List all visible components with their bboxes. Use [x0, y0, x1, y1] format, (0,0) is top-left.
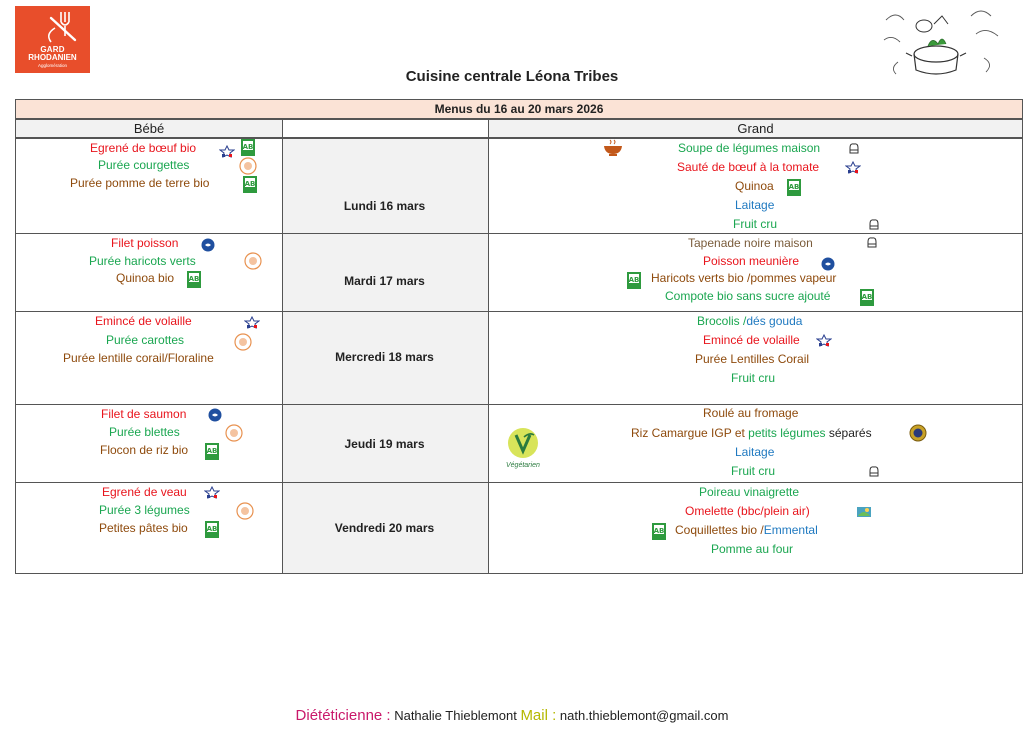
- baby-dish: Purée haricots verts: [89, 254, 196, 268]
- local-producer-icon: [236, 502, 254, 520]
- vegetarian-label: Végétarien: [506, 462, 540, 469]
- svg-text:AB: AB: [628, 276, 640, 284]
- day-label: Mardi 17 mars: [344, 274, 425, 288]
- footer-mail-address[interactable]: nath.thieblemont@gmail.com: [556, 708, 729, 723]
- ab-bio-icon: [241, 139, 255, 156]
- column-header-day: [282, 119, 489, 138]
- grand-dish: [697, 314, 802, 329]
- grand-dish: Compote bio sans sucre ajouté: [665, 289, 831, 303]
- grand-dish: Purée Lentilles Corail: [695, 352, 810, 366]
- french-meat-icon: [816, 334, 832, 347]
- grand-dish: Pomme au four: [711, 542, 794, 556]
- baby-dish: Purée lentille corail/Floraline: [63, 351, 214, 365]
- logo-line-3: Agglomération: [37, 63, 68, 68]
- french-meat-icon: [204, 486, 220, 499]
- ab-bio-icon: [243, 176, 257, 193]
- local-producer-icon: [244, 252, 262, 270]
- igp-label-icon: [909, 424, 927, 442]
- logo-line-2: RHODANIEN: [28, 53, 77, 62]
- ab-bio-icon: [860, 289, 874, 306]
- day-label: Lundi 16 mars: [343, 199, 426, 213]
- footer-contact: [0, 707, 1024, 724]
- svg-text:AB: AB: [861, 293, 873, 301]
- grand-dish: Quinoa: [735, 179, 774, 193]
- column-header-baby: Bébé: [15, 119, 283, 138]
- baby-dish: Quinoa bio: [116, 271, 175, 285]
- ab-bio-icon: [205, 521, 219, 538]
- footer-dietician-name: Nathalie Thieblemont: [390, 708, 521, 723]
- grand-dish: Soupe de légumes maison: [678, 141, 821, 155]
- grand-dish: Tapenade noire maison: [688, 236, 813, 250]
- grand-dish: Poisson meunière: [703, 254, 800, 268]
- day-label: Vendredi 20 mars: [334, 521, 435, 535]
- ab-bio-icon: [205, 443, 219, 460]
- homemade-icon: [867, 465, 881, 478]
- svg-text:AB: AB: [206, 447, 218, 455]
- grand-dish: Omelette (bbc/plein air): [685, 504, 810, 518]
- grand-dish: Haricots verts bio /pommes vapeur: [651, 271, 837, 285]
- grand-dish-part: Emmental: [763, 523, 818, 537]
- grand-dish: Laitage: [735, 445, 775, 459]
- french-meat-icon: [219, 145, 235, 158]
- grand-dish: Fruit cru: [731, 464, 776, 478]
- svg-text:AB: AB: [653, 527, 665, 535]
- svg-text:AB: AB: [244, 180, 256, 188]
- grand-dish-part: Brocolis /: [697, 314, 747, 328]
- grand-dish: Laitage: [735, 198, 775, 212]
- baby-dish: Filet de saumon: [101, 407, 187, 421]
- grand-dish-part: Riz Camargue IGP et: [631, 426, 749, 440]
- baby-dish: Flocon de riz bio: [100, 443, 189, 457]
- french-meat-icon: [244, 316, 260, 329]
- menu-cell: [282, 138, 489, 234]
- grand-dish: Fruit cru: [731, 371, 776, 385]
- homemade-icon: [847, 142, 861, 155]
- baby-dish: Egrené de bœuf bio: [90, 141, 197, 155]
- msc-fish-icon: [201, 238, 215, 252]
- grand-dish: Roulé au fromage: [703, 406, 799, 420]
- grand-dish: [675, 523, 818, 538]
- ab-bio-icon: [627, 272, 641, 289]
- soup-bowl-icon: [601, 137, 625, 157]
- french-meat-icon: [845, 161, 861, 174]
- footer-dietician-label: Diététicienne :: [295, 707, 391, 724]
- day-label: Mercredi 18 mars: [335, 350, 434, 364]
- ab-bio-icon: [652, 523, 666, 540]
- grand-dish-part: petits légumes: [748, 426, 826, 440]
- ab-bio-icon: [187, 271, 201, 288]
- msc-fish-icon: [821, 257, 835, 271]
- page-title: Cuisine centrale Léona Tribes: [405, 68, 619, 85]
- baby-dish: Purée carottes: [106, 333, 185, 347]
- gard-rhodanien-logo: [15, 6, 90, 73]
- local-producer-icon: [239, 157, 257, 175]
- grand-dish: Fruit cru: [733, 217, 778, 231]
- baby-dish: Purée courgettes: [98, 158, 190, 172]
- baby-dish: Petites pâtes bio: [99, 521, 188, 535]
- grand-dish: [631, 426, 872, 441]
- local-producer-icon: [225, 424, 243, 442]
- baby-dish: Filet poisson: [111, 236, 179, 250]
- column-header-grand: Grand: [488, 119, 1023, 138]
- free-range-icon: [856, 504, 872, 519]
- week-header: Menus du 16 au 20 mars 2026: [15, 99, 1023, 119]
- msc-fish-icon: [208, 408, 222, 422]
- menu-cell: [282, 233, 489, 312]
- baby-dish: Purée 3 légumes: [99, 503, 190, 517]
- homemade-icon: [865, 236, 879, 249]
- baby-dish: Purée blettes: [109, 425, 180, 439]
- svg-text:AB: AB: [788, 183, 800, 191]
- ab-bio-icon: [787, 179, 801, 196]
- grand-dish: Sauté de bœuf à la tomate: [677, 160, 820, 174]
- grand-dish: Poireau vinaigrette: [699, 485, 800, 499]
- footer-mail-label: Mail :: [520, 707, 557, 724]
- baby-dish: Emincé de volaille: [95, 314, 192, 328]
- grand-dish-part: séparés: [825, 426, 872, 440]
- baby-dish: Purée pomme de terre bio: [70, 176, 210, 190]
- homemade-icon: [867, 218, 881, 231]
- grand-dish-part: Coquillettes bio /: [675, 523, 764, 537]
- grand-dish-part: dés gouda: [746, 314, 803, 328]
- baby-dish: Egrené de veau: [102, 485, 187, 499]
- day-label: Jeudi 19 mars: [344, 437, 425, 451]
- svg-text:AB: AB: [188, 275, 200, 283]
- svg-text:AB: AB: [242, 143, 254, 151]
- local-producer-icon: [234, 333, 252, 351]
- svg-text:AB: AB: [206, 525, 218, 533]
- fork-knife-icon: [15, 6, 90, 46]
- grand-dish: Emincé de volaille: [703, 333, 800, 347]
- logo-line-1: GARD: [40, 45, 65, 54]
